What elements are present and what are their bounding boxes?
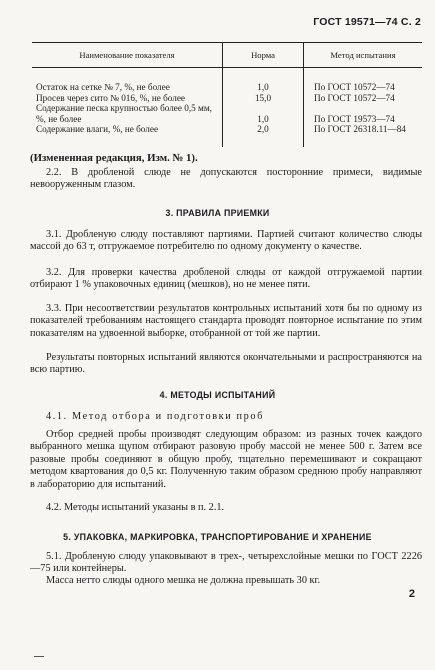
section-title-test-methods: 4. МЕТОДЫ ИСПЫТАНИЙ [159,390,276,400]
row-norm: 1,0 [223,68,304,93]
row-name: Содержание влаги, %, не более [36,124,159,134]
subsection-title-sampling: 4.1. Метод отбора и подготовки проб [46,411,265,422]
row-name: Просев через сито № 016, %, не более [36,92,186,103]
paragraph-5-1: 5.1. Дробленую слюду упаковывают в трех-, четырехслойные мешки по ГОСТ 2226—75 или контейнеры. [30,551,422,575]
indicators-table [32,42,422,147]
table-row [32,124,422,147]
row-name: Содержание песка крупностью более 0,5 мм, %, не более [36,103,212,124]
table-header-row [32,43,422,68]
row-name: Остаток на сетке № 7, %, не более [36,82,170,92]
table-row [32,93,422,104]
page-number: 2 [408,588,415,600]
row-method: По ГОСТ 19573—74 [314,113,395,124]
row-norm: 15,0 [223,93,304,104]
paragraph-5-2: Масса нетто слюды одного мешка не должна превышать 30 кг. [46,575,321,586]
section-title-acceptance: 3. ПРАВИЛА ПРИЕМКИ [165,208,270,218]
row-method: По ГОСТ 10572—74 [314,82,395,92]
column-header-method: Метод испытания [304,43,423,68]
paragraph-4-1: Отбор средней пробы производят следующим образом: из разных точек каждого выбранного мешка щупом отбирают разовую пробу массой не менее 500 г. Затем все разовые пробы соединяют в общую пробу, тщательно перемешивают и сокращают методом квартования до 0,5 кг. Полученную таким образом среднюю пробу направляют в лабораторию для испытаний. [30,429,422,490]
row-norm: 1,0 [223,103,304,124]
column-header-name: Наименование показателя [32,43,223,68]
paragraph-3-2: 3.2. Для проверки качества дробленой слюды от каждой отгружаемой партии отбирают 1 % упаковочных единиц (мешков), но не менее пяти. [30,267,422,291]
paragraph-3-1: 3.1. Дробленую слюду поставляют партиями. Партией считают количество слюды массой до 63 т, отгружаемое потребителю по одному документу о качестве. [30,229,422,253]
paragraph-3-3: 3.3. При несоответствии результатов контрольных испытаний хотя бы по одному из показателей требованиям настоящего стандарта проводят повторное испытание по этим показателям на удвоенной выборке, отобранной от той же партии. [30,303,422,339]
footer-dash [34,656,44,657]
table-row [32,103,422,124]
row-method: По ГОСТ 10572—74 [314,92,395,103]
page-header: ГОСТ 19571—74 С. 2 [313,16,421,28]
row-norm: 2,0 [223,124,304,147]
paragraph-3-4: Результаты повторных испытаний являются окончательными и распространяются на всю партию. [30,352,422,376]
table-row [32,68,422,93]
column-header-norm: Норма [223,43,304,68]
edition-note: (Измененная редакция, Изм. № 1). [30,152,198,164]
paragraph-4-2: 4.2. Методы испытаний указаны в п. 2.1. [46,502,225,513]
section-title-packaging: 5. УПАКОВКА, МАРКИРОВКА, ТРАНСПОРТИРОВАНИЕ И ХРАНЕНИЕ [63,532,372,542]
row-method: По ГОСТ 26318.11—84 [314,124,406,134]
paragraph-2-2: 2.2. В дробленой слюде не допускаются посторонние примеси, видимые невооруженным глазом. [30,167,422,191]
